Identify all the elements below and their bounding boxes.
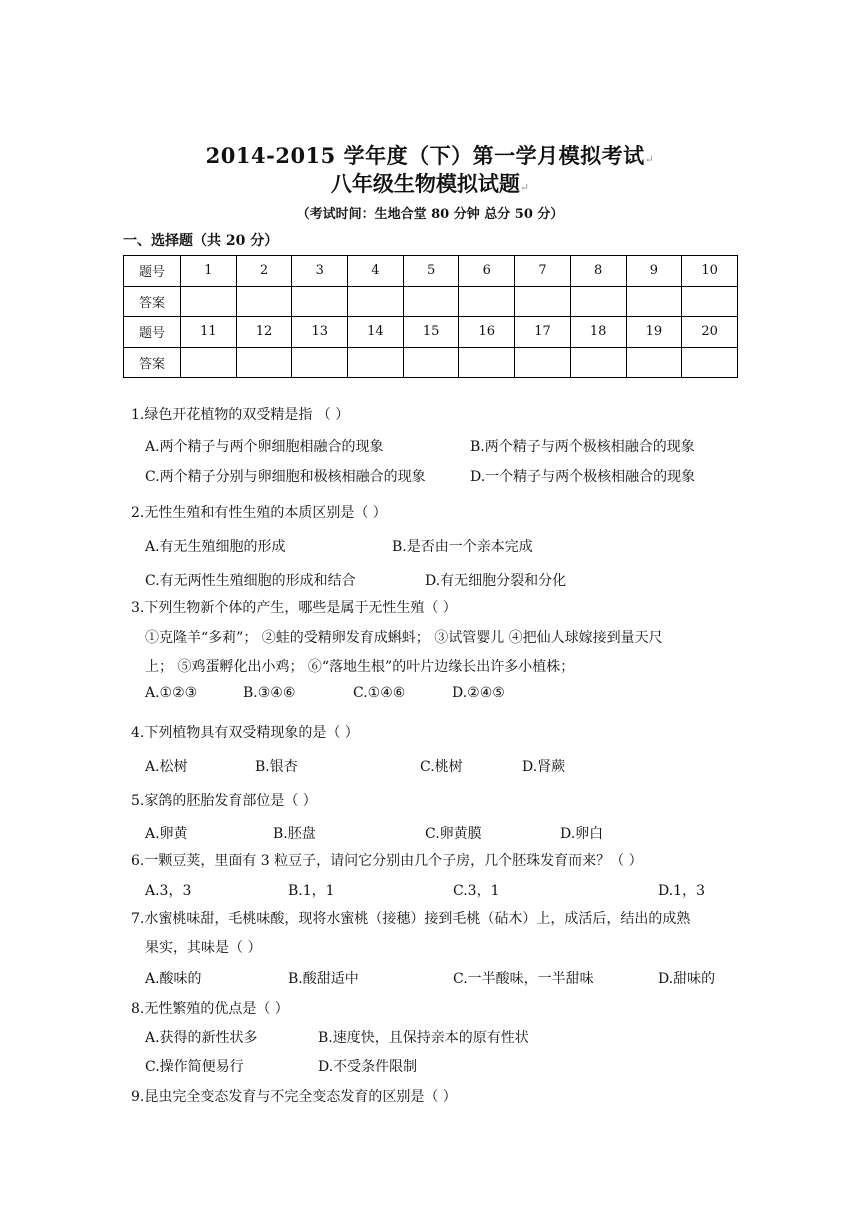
q7-option-b: B.酸甜适中 bbox=[288, 971, 359, 987]
q7-option-d: D.甜味的 bbox=[658, 971, 716, 987]
exam-title: 2014-2015 学年度（下）第一学月模拟考试↵ bbox=[205, 143, 655, 168]
cell-number: 14 bbox=[348, 317, 404, 348]
label-number: 题号 bbox=[124, 317, 181, 348]
q3-statement-line-1: ①克隆羊“多莉”； ②蛙的受精卵发育成蝌蚪； ③试管婴儿 ④把仙人球嫁接到量天尺 bbox=[145, 630, 663, 646]
cell-number: 2 bbox=[236, 256, 292, 287]
question-9-stem: 9.昆虫完全变态发育与不完全变态发育的区别是（ ） bbox=[131, 1089, 457, 1105]
q1-option-c: C.两个精子分别与卵细胞和极核相融合的现象 bbox=[145, 469, 426, 485]
answer-cell[interactable] bbox=[181, 347, 237, 378]
q3-statement-line-2: 上； ⑤鸡蛋孵化出小鸡； ⑥“落地生根”的叶片边缘长出许多小植株； bbox=[145, 659, 575, 675]
question-5-stem: 5.家鸽的胚胎发育部位是（ ） bbox=[131, 793, 317, 809]
q2-option-c: C.有无两性生殖细胞的形成和结合 bbox=[145, 573, 356, 589]
cell-number: 9 bbox=[626, 256, 682, 287]
cell-number: 16 bbox=[459, 317, 515, 348]
q8-option-c: C.操作简便易行 bbox=[145, 1059, 244, 1075]
cell-number: 20 bbox=[682, 317, 738, 348]
q6-option-d: D.1，3 bbox=[658, 883, 705, 899]
return-mark-icon: ↵ bbox=[644, 153, 655, 166]
q5-option-d: D.卵白 bbox=[560, 826, 604, 842]
answer-table bbox=[123, 255, 738, 378]
q5-option-b: B.胚盘 bbox=[273, 826, 316, 842]
cell-number: 11 bbox=[181, 317, 237, 348]
answer-cell[interactable] bbox=[515, 286, 571, 317]
q3-option-a: A.①②③ bbox=[145, 685, 198, 701]
cell-number: 4 bbox=[348, 256, 404, 287]
answer-cell[interactable] bbox=[626, 347, 682, 378]
cell-number: 7 bbox=[515, 256, 571, 287]
cell-number: 15 bbox=[403, 317, 459, 348]
label-answer: 答案 bbox=[124, 347, 181, 378]
q1-option-a: A.两个精子与两个卵细胞相融合的现象 bbox=[145, 439, 384, 455]
cell-number: 12 bbox=[236, 317, 292, 348]
q4-option-c: C.桃树 bbox=[420, 759, 463, 775]
q3-option-c: C.①④⑥ bbox=[353, 685, 406, 701]
q8-option-a: A.获得的新性状多 bbox=[145, 1030, 258, 1046]
cell-number: 5 bbox=[403, 256, 459, 287]
q3-option-b: B.③④⑥ bbox=[243, 685, 296, 701]
q4-option-b: B.银杏 bbox=[255, 759, 298, 775]
cell-number: 8 bbox=[570, 256, 626, 287]
q5-option-a: A.卵黄 bbox=[145, 826, 188, 842]
question-8-stem: 8.无性繁殖的优点是（ ） bbox=[131, 1001, 289, 1017]
question-2-stem: 2.无性生殖和有性生殖的本质区别是（ ） bbox=[131, 505, 387, 521]
label-number: 题号 bbox=[124, 256, 181, 287]
q1-option-b: B.两个精子与两个极核相融合的现象 bbox=[470, 439, 695, 455]
answer-cell[interactable] bbox=[403, 347, 459, 378]
q3-option-d: D.②④⑤ bbox=[452, 685, 505, 701]
answer-cell[interactable] bbox=[570, 347, 626, 378]
question-3-stem: 3.下列生物新个体的产生，哪些是属于无性生殖（ ） bbox=[131, 600, 457, 616]
cell-number: 17 bbox=[515, 317, 571, 348]
answer-cell[interactable] bbox=[626, 286, 682, 317]
answer-cell[interactable] bbox=[515, 347, 571, 378]
answer-cell[interactable] bbox=[292, 347, 348, 378]
q4-option-a: A.松树 bbox=[145, 759, 188, 775]
table-row bbox=[124, 317, 738, 348]
answer-cell[interactable] bbox=[236, 347, 292, 378]
q6-option-a: A.3，3 bbox=[145, 883, 192, 899]
question-1-stem: 1.绿色开花植物的双受精是指 （ ） bbox=[131, 407, 350, 423]
table-row bbox=[124, 286, 738, 317]
cell-number: 1 bbox=[181, 256, 237, 287]
q8-option-b: B.速度快，且保持亲本的原有性状 bbox=[318, 1030, 529, 1046]
q5-option-c: C.卵黄膜 bbox=[425, 826, 482, 842]
answer-cell[interactable] bbox=[403, 286, 459, 317]
question-4-stem: 4.下列植物具有双受精现象的是（ ） bbox=[131, 725, 359, 741]
answer-cell[interactable] bbox=[236, 286, 292, 317]
q6-option-b: B.1，1 bbox=[288, 883, 335, 899]
q7-option-a: A.酸味的 bbox=[145, 971, 202, 987]
cell-number: 6 bbox=[459, 256, 515, 287]
cell-number: 10 bbox=[682, 256, 738, 287]
table-row bbox=[124, 256, 738, 287]
answer-cell[interactable] bbox=[682, 347, 738, 378]
q2-option-a: A.有无生殖细胞的形成 bbox=[145, 539, 286, 555]
label-answer: 答案 bbox=[124, 286, 181, 317]
question-7-stem-continued: 果实，其味是（ ） bbox=[145, 940, 262, 956]
table-row bbox=[124, 347, 738, 378]
answer-cell[interactable] bbox=[682, 286, 738, 317]
q2-option-b: B.是否由一个亲本完成 bbox=[392, 539, 533, 555]
answer-cell[interactable] bbox=[348, 347, 404, 378]
question-6-stem: 6.一颗豆荚，里面有 3 粒豆子，请问它分别由几个子房，几个胚珠发育而来？（ ） bbox=[131, 853, 643, 869]
answer-cell[interactable] bbox=[348, 286, 404, 317]
question-7-stem: 7.水蜜桃味甜，毛桃味酸，现将水蜜桃（接穗）接到毛桃（砧木）上，成活后，结出的成熟 bbox=[131, 911, 691, 927]
q8-option-d: D.不受条件限制 bbox=[318, 1059, 418, 1075]
cell-number: 18 bbox=[570, 317, 626, 348]
q6-option-c: C.3，1 bbox=[453, 883, 500, 899]
section-heading: 一、选择题（共 20 分） bbox=[123, 233, 279, 249]
q2-option-d: D.有无细胞分裂和分化 bbox=[425, 573, 567, 589]
answer-cell[interactable] bbox=[570, 286, 626, 317]
q7-option-c: C.一半酸味，一半甜味 bbox=[453, 971, 594, 987]
return-mark-icon: ↵ bbox=[519, 181, 530, 194]
answer-cell[interactable] bbox=[459, 286, 515, 317]
cell-number: 19 bbox=[626, 317, 682, 348]
cell-number: 13 bbox=[292, 317, 348, 348]
answer-cell[interactable] bbox=[181, 286, 237, 317]
cell-number: 3 bbox=[292, 256, 348, 287]
q1-option-d: D.一个精子与两个极核相融合的现象 bbox=[470, 469, 696, 485]
exam-info: （考试时间：生地合堂 80 分钟 总分 50 分） bbox=[296, 207, 564, 222]
answer-cell[interactable] bbox=[459, 347, 515, 378]
q4-option-d: D.肾蕨 bbox=[522, 759, 566, 775]
exam-subtitle: 八年级生物模拟试题↵ bbox=[330, 171, 530, 196]
answer-cell[interactable] bbox=[292, 286, 348, 317]
